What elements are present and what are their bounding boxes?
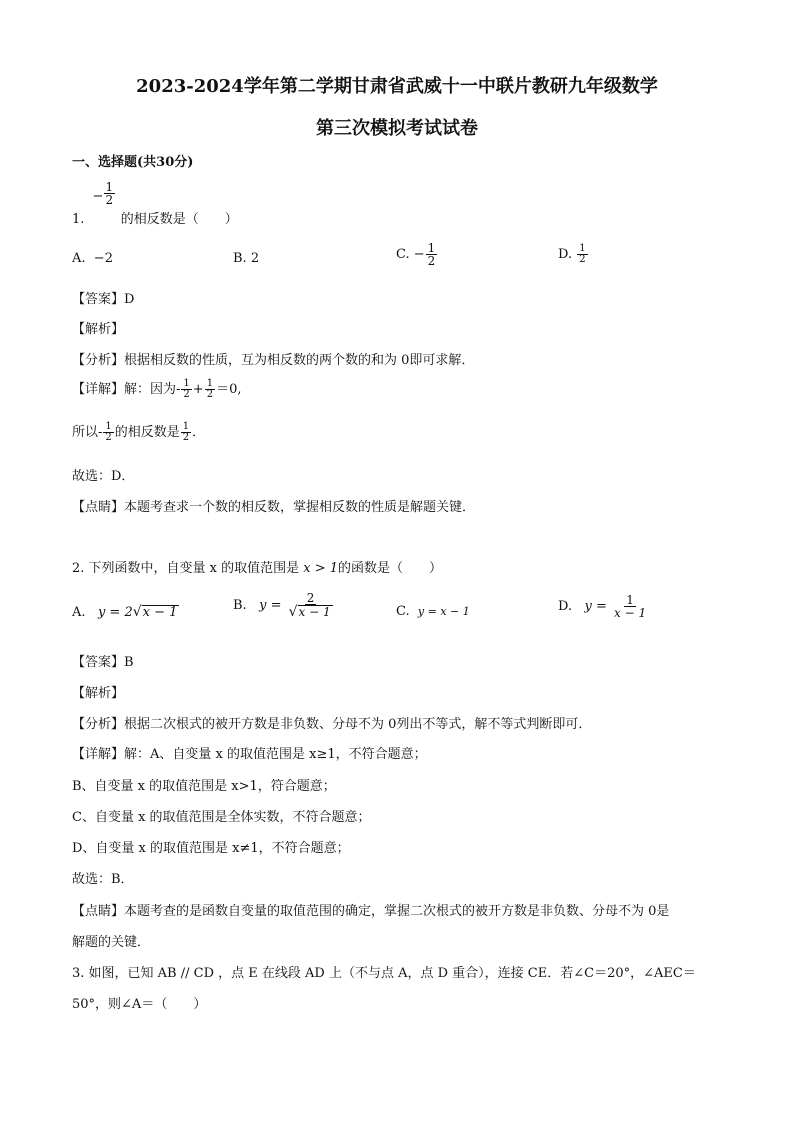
q1-jiexi: 【解析】 (72, 322, 125, 337)
detail-tag: 【详解】 (72, 382, 125, 397)
detail-text: 解：A、自变量 x 的取值范围是 x≥1，不符合题意； (124, 747, 427, 762)
q2-option-a: A. y = 2√x − 1 (72, 604, 178, 620)
detail-text: ＝0, (216, 382, 242, 397)
q2-option-c (396, 604, 470, 619)
fraction-numerator: 1 (105, 180, 114, 194)
option-label: B. (233, 598, 247, 614)
q2-answer: 【答案】B (72, 655, 134, 670)
exam-title-line2: 第三次模拟考试试卷 (316, 118, 478, 139)
section-heading: 一、选择题(共30分) (72, 155, 194, 170)
q2-dianjing (72, 900, 669, 919)
analysis-tag: 【分析】 (72, 353, 125, 368)
q1-number: 1. (72, 212, 85, 227)
fraction-denominator: 2 (182, 432, 190, 443)
q1-so (72, 421, 205, 443)
option-label: B. (233, 251, 247, 266)
q1-option-a (72, 251, 113, 266)
q1-stem-text: 的相反数是（ ） (120, 212, 238, 227)
option-label: A. (72, 251, 86, 266)
stem-text: 2. 下列函数中，自变量 x 的取值范围是 (72, 561, 300, 576)
q1-fraction (104, 181, 116, 206)
stem-text: 的函数是（ ） (338, 561, 443, 576)
q1-answer: 【答案】D (72, 292, 135, 307)
fraction-denominator: 2 (206, 389, 214, 400)
q2-detail-d: D、自变量 x 的取值范围是 x≠1，不符合题意； (72, 841, 350, 856)
detail-plus: + (192, 382, 204, 397)
q1-option-c (396, 242, 438, 267)
analysis-tag: 【分析】 (72, 717, 125, 732)
option-label: C. (396, 247, 410, 262)
q2-detail-c: C、自变量 x 的取值范围是全体实数，不符合题意； (72, 810, 371, 825)
option-label: D. (558, 599, 573, 614)
q1-stem (72, 180, 238, 227)
option-label: A. (72, 605, 86, 620)
analysis-text: 根据相反数的性质，互为相反数的两个数的和为 0即可求解． (124, 353, 475, 368)
fraction-numerator: 2 (306, 591, 315, 605)
fraction-numerator: 1 (105, 421, 112, 432)
so-text: 所以- (72, 425, 103, 440)
option-value: −2 (93, 251, 113, 266)
q1-option-b (233, 251, 259, 266)
option-radicand: x − 1 (142, 605, 178, 620)
so-text: ． (192, 425, 206, 440)
detail-tag: 【详解】 (72, 747, 125, 762)
q1-option-d (558, 244, 589, 265)
dianjing-text: 本题考查的是函数自变量的取值范围的确定，掌握二次根式的被开方数是非负数、分母不为 0是 (124, 904, 670, 919)
fraction-denominator: 2 (183, 389, 190, 400)
q2-option-d (558, 594, 649, 619)
option-label: D. (558, 247, 573, 262)
q2-jiexi: 【解析】 (72, 686, 125, 701)
detail-text: 解：因为- (124, 382, 181, 397)
fraction-denominator: x − 1 (614, 606, 647, 620)
fraction-denominator: 2 (579, 254, 586, 265)
q3-stem-line2: 50°，则∠A＝（ ） (72, 997, 207, 1012)
analysis-text: 根据二次根式的被开方数是非负数、分母不为 0列出不等式，解不等式判断即可． (124, 717, 592, 732)
q2-choose: 故选：B． (72, 872, 134, 887)
fraction-denominator: 2 (105, 193, 114, 207)
q1-dianjing (72, 496, 475, 515)
q2-detail (72, 743, 427, 762)
fraction-numerator: 1 (579, 243, 586, 254)
fraction-numerator: 1 (183, 378, 190, 389)
so-text: 的相反数是 (114, 425, 180, 440)
dianjing-text: 本题考查求一个数的相反数，掌握相反数的性质是解题关键． (124, 500, 476, 515)
fraction-denominator: 2 (105, 432, 112, 443)
q2-detail-b: B、自变量 x 的取值范围是 x>1，符合题意； (72, 779, 336, 794)
fraction-numerator: 1 (182, 421, 190, 432)
option-neg: − (413, 247, 425, 262)
option-value: y = x − 1 (417, 605, 470, 618)
q2-option-b: B. y = $\frac{2}{√x - 1}$ (233, 591, 331, 620)
fraction-denominator: 2 (427, 254, 436, 268)
dianjing-tag: 【点睛】 (72, 500, 125, 515)
option-value: 2 (250, 251, 260, 266)
fraction-numerator: 1 (206, 378, 214, 389)
q1-detail (72, 378, 241, 400)
q1-choose: 故选：D． (72, 469, 135, 484)
option-label: C. (396, 604, 410, 619)
q2-analysis (72, 713, 591, 732)
option-y: y = (584, 599, 607, 614)
option-y: y = (259, 598, 282, 614)
option-radicand: x − 1 (298, 605, 331, 619)
fraction-numerator: 1 (427, 241, 436, 255)
option-y: y = 2 (97, 605, 133, 620)
q1-analysis (72, 349, 474, 368)
q2-dianjing-line2: 解题的关键． (72, 935, 151, 950)
fraction-numerator: 1 (626, 593, 634, 607)
q1-neg: − (92, 189, 104, 204)
stem-condition: x > 1 (303, 561, 339, 576)
dianjing-tag: 【点睛】 (72, 904, 125, 919)
q2-stem (72, 557, 442, 576)
q3-stem-line1: 3. 如图，已知 AB // CD ，点 E 在线段 AD 上（不与点 A，点 D 重合），连接 CE．若∠C＝20°，∠AEC＝ (72, 966, 696, 981)
exam-title-line1: 2023-2024学年第二学期甘肃省武威十一中联片教研九年级数学 (136, 76, 658, 97)
